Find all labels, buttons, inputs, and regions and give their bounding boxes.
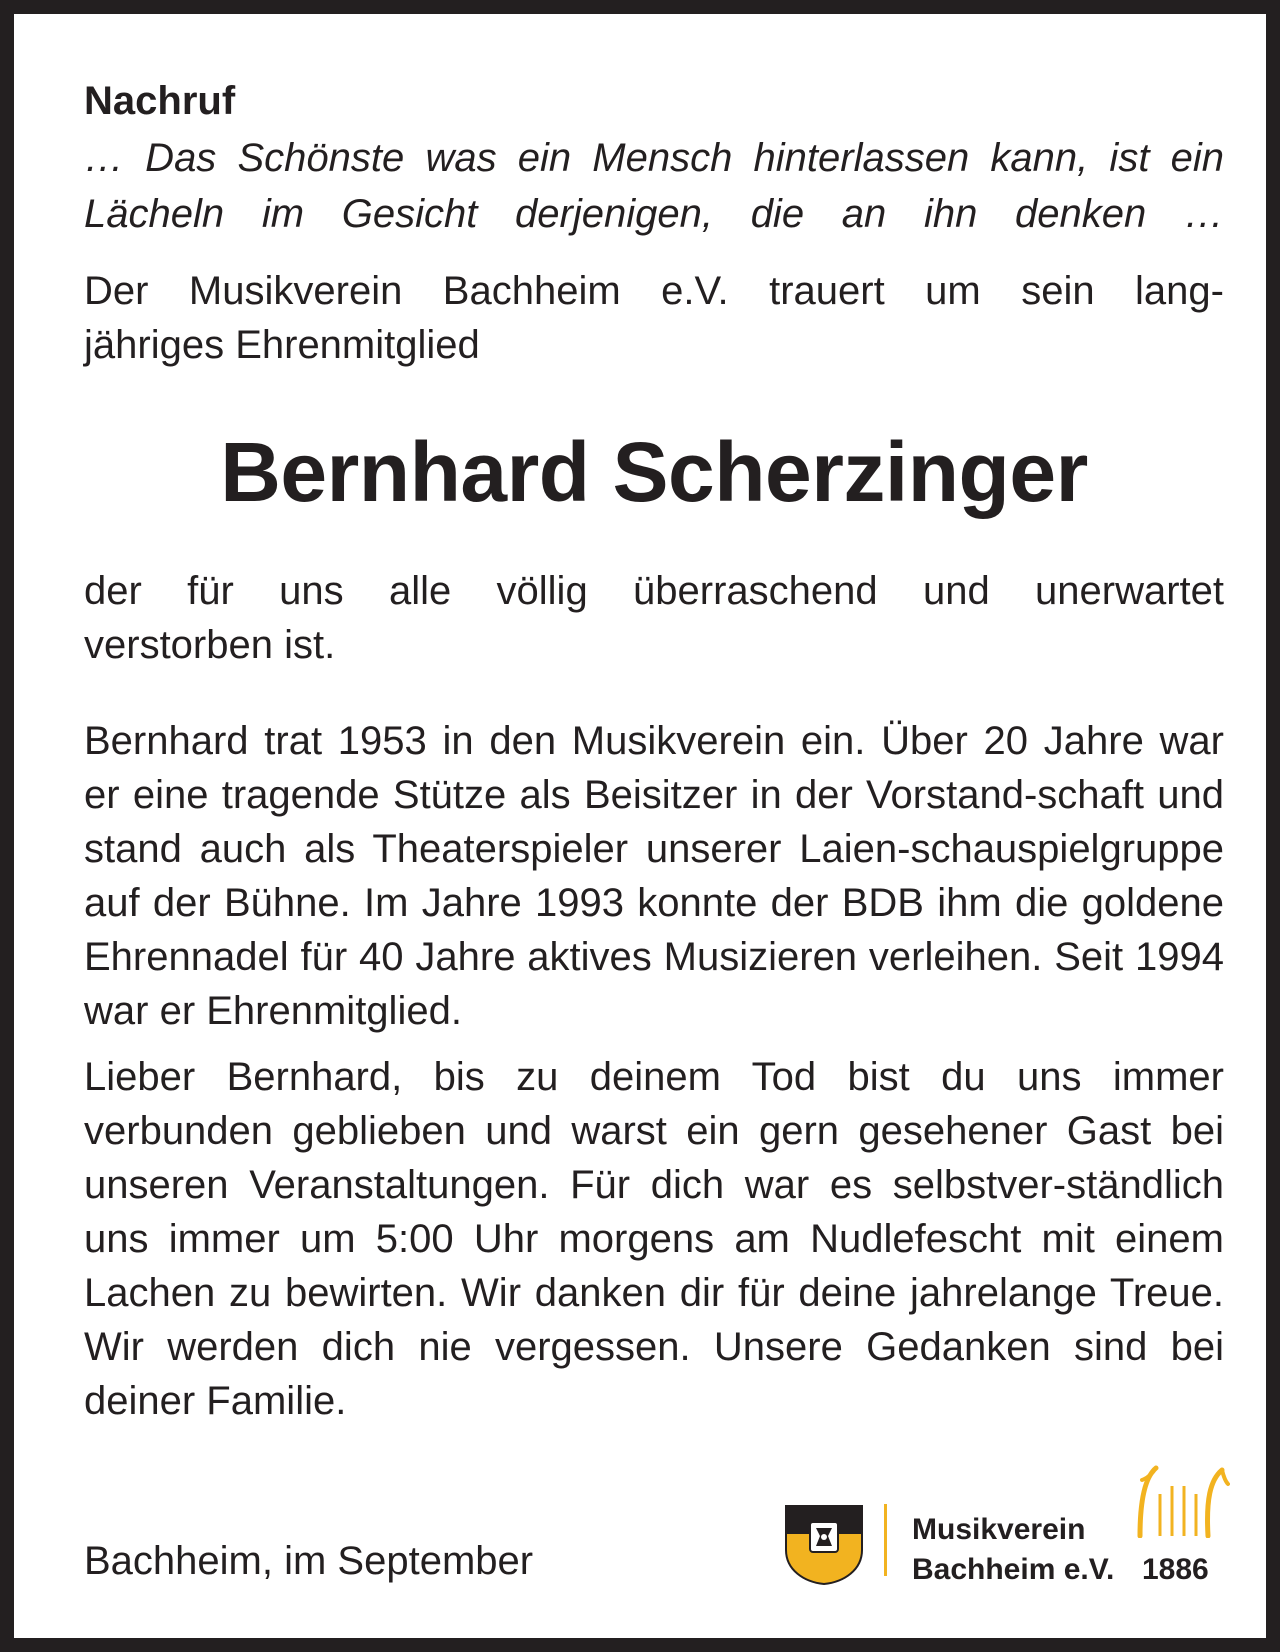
harp-icon bbox=[1134, 1464, 1230, 1538]
intro-text bbox=[84, 264, 1224, 372]
logo-line-1: Musikverein bbox=[912, 1513, 1086, 1546]
logo-year: 1886 bbox=[1142, 1553, 1209, 1586]
club-logo bbox=[784, 1464, 1234, 1594]
logo-divider bbox=[884, 1504, 887, 1576]
obituary-content bbox=[84, 74, 1224, 1428]
biography-paragraph: Bernhard trat 1953 in den Musikverein ein. Über 20 Jahre war er eine tragende Stütze als Beisitzer in der Vorstand-schaft und stand auch als Theaterspieler unserer Laien-schauspielgruppe auf der Bühne. Im Jahre 1993 konnte der BDB ihm die goldene Ehrennadel für 40 Jahre aktives Musizieren verleihen. Seit 1994 war er Ehrenmitglied. bbox=[84, 719, 1224, 1033]
place-date: Bachheim, im September bbox=[84, 1539, 534, 1583]
passed-text bbox=[84, 564, 1224, 672]
logo-line-2: Bachheim e.V. bbox=[912, 1553, 1115, 1586]
quote: … Das Schönste was ein Mensch hinterlassen kann, ist ein Lächeln im Gesicht derjenigen, die an ihn denken … bbox=[84, 136, 1224, 236]
farewell-paragraph: Lieber Bernhard, bis zu deinem Tod bist du uns immer verbunden geblieben und warst ein gern gesehener Gast bei unseren Veranstaltungen. Für dich war es selbstver-ständlich uns immer um 5:00 Uhr morgens am Nudlefescht mit einem Lachen zu bewirten. Wir danken dir für deine jahrelange Treue. Wir werden dich nie vergessen. Unsere Gedanken sind bei deiner Familie. bbox=[84, 1055, 1224, 1423]
passed-line-1: der für uns alle völlig überraschend und unerwartet bbox=[84, 569, 1224, 613]
heading: Nachruf bbox=[84, 79, 236, 123]
deceased-name: Bernhard Scherzinger bbox=[220, 425, 1088, 519]
intro-line-2: jähriges Ehrenmitglied bbox=[84, 323, 480, 367]
logo-club-name bbox=[912, 1510, 1114, 1590]
coat-of-arms-icon bbox=[784, 1504, 864, 1586]
intro-line-1: Der Musikverein Bachheim e.V. trauert um sein lang- bbox=[84, 269, 1224, 313]
passed-line-2: verstorben ist. bbox=[84, 623, 336, 667]
